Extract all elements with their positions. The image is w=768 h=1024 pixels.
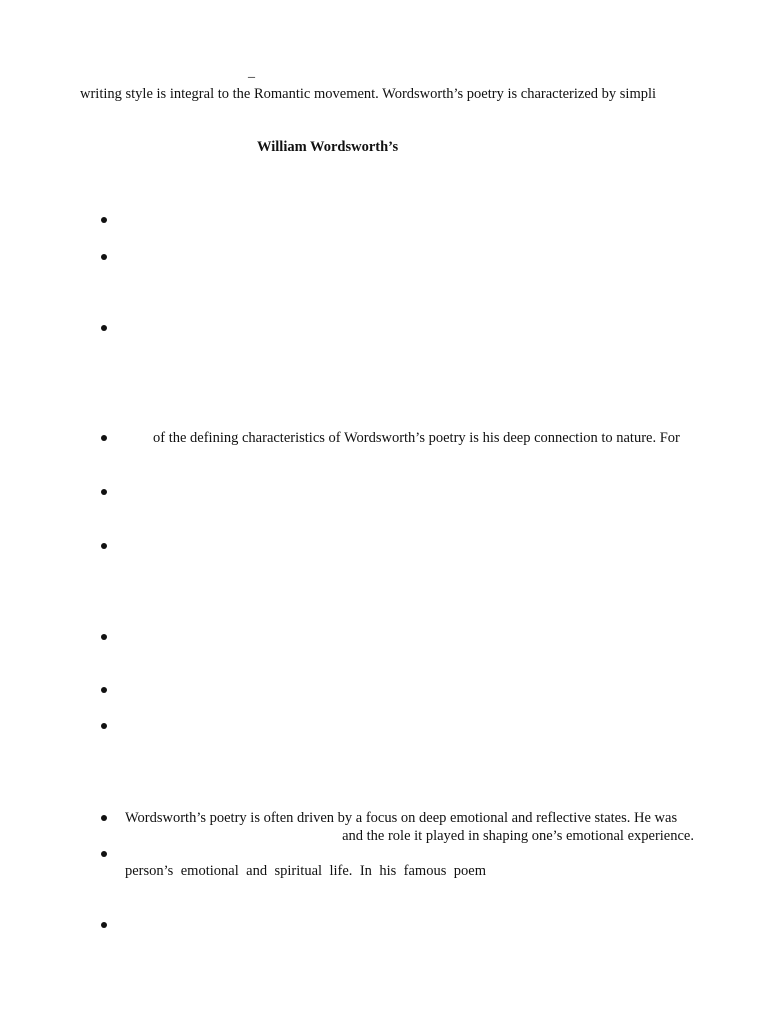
- intro-line: writing style is integral to the Romantic movement. Wordsworth’s poetry is characterized by simpli: [80, 86, 657, 102]
- bullet-point: [101, 723, 107, 729]
- bullet-text: of the defining characteristics of Wordsworth’s poetry is his deep connection to nature. For: [153, 430, 680, 446]
- bullet-point: [101, 254, 107, 260]
- bullet-text: Wordsworth’s poetry is often driven by a focus on deep emotional and reflective states. He was: [125, 810, 678, 826]
- bullet-point: [101, 217, 107, 223]
- section-heading: William Wordsworth’s: [257, 139, 399, 155]
- continuation-line: and the role it played in shaping one’s emotional experience.: [342, 828, 694, 844]
- dash-mark: _: [248, 65, 255, 80]
- bullet-point: [101, 851, 107, 857]
- bullet-point: [101, 435, 107, 441]
- bullet-point: [101, 687, 107, 693]
- bullet-point: [101, 815, 107, 821]
- bullet-point: [101, 922, 107, 928]
- bullet-point: [101, 543, 107, 549]
- bullet-point: [101, 489, 107, 495]
- bullet-point: [101, 634, 107, 640]
- justified-line: person’s emotional and spiritual life. In his famous poem: [125, 863, 486, 879]
- bullet-point: [101, 325, 107, 331]
